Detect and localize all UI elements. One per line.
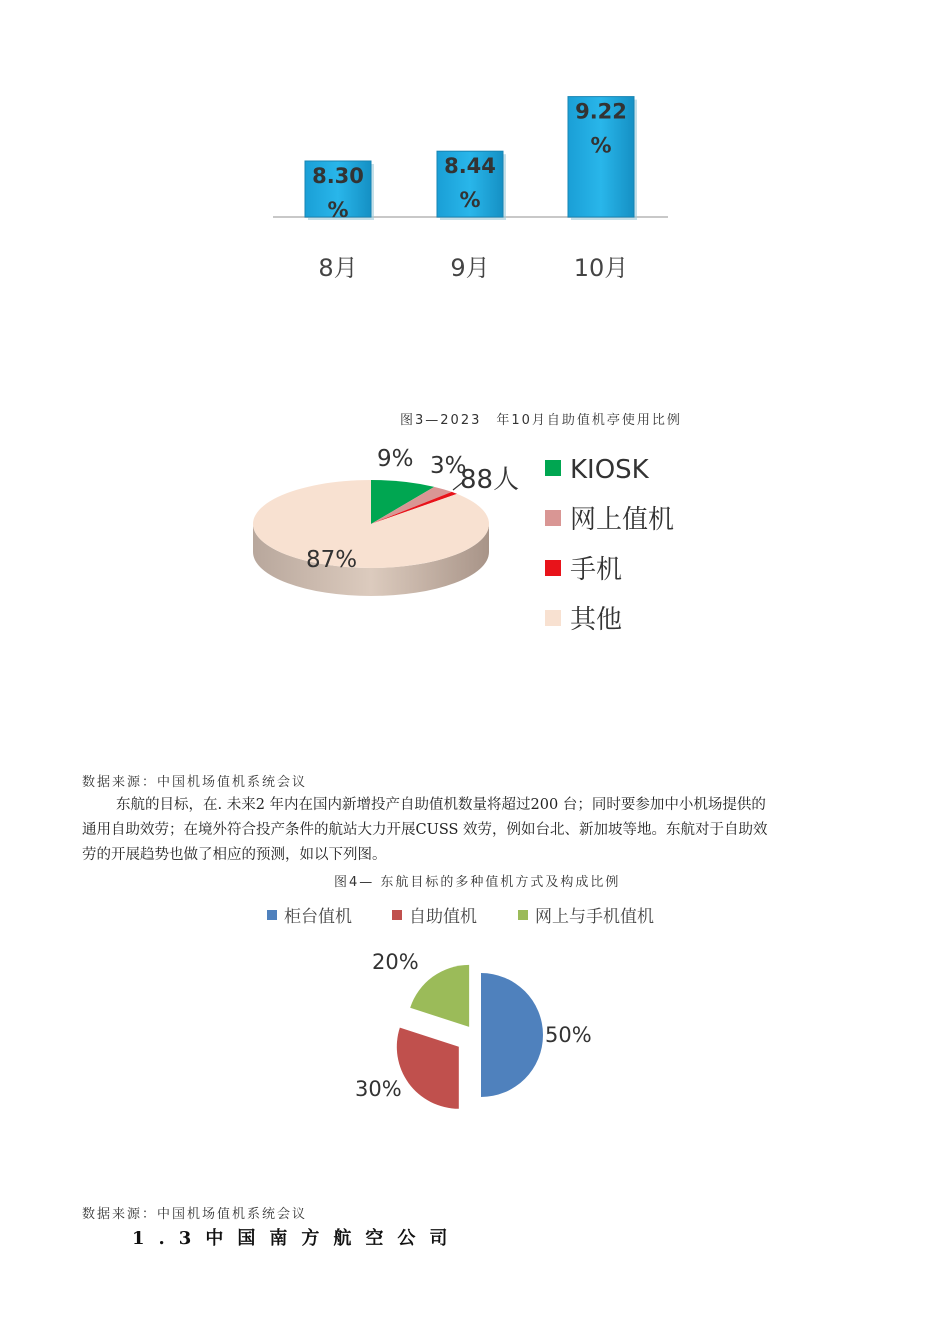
data-source-1: 数据来源：中国机场值机系统会议	[82, 775, 308, 790]
slice-label-online: 3%	[430, 453, 467, 479]
paragraph-line-2: 通用自助效劳；在境外符合投产条件的航站大力开展CUSS 效劳，例如台北、新加坡等地。东航对于自助效	[82, 822, 768, 838]
pie-chart-target-composition	[255, 895, 695, 1125]
legend-swatch	[545, 560, 561, 576]
pie-slice-网上与手机值机	[410, 965, 469, 1027]
body-paragraph	[82, 793, 872, 868]
slice-label-kiosk: 9%	[377, 446, 414, 472]
bar-value-label: 8.44	[444, 154, 496, 179]
legend-swatch	[518, 910, 528, 920]
data-source-2: 数据来源：中国机场值机系统会议	[82, 1207, 308, 1222]
legend-label: KIOSK	[570, 455, 649, 485]
bar-value-percent: %	[459, 188, 481, 213]
slice-label-other: 87%	[306, 547, 358, 573]
legend-label: 其他	[570, 605, 623, 635]
bar-value-label: 8.30	[312, 164, 364, 188]
legend-swatch	[545, 460, 561, 476]
figure4-caption: 图4— 东航目标的多种值机方式及构成比例	[334, 875, 621, 890]
slice-label-mobile: 88人	[460, 465, 520, 495]
slice-label-counter: 50%	[545, 1023, 592, 1047]
paragraph-line-1: 东航的目标，在. 未来2 年内在国内新增投产自助值机数量将超过200 台；同时要参加中小机场提供的	[116, 797, 766, 813]
pie-slice-自助值机	[397, 1028, 459, 1109]
figure3-caption: 图3—2023 年10月自助值机亭使用比例	[400, 413, 682, 428]
legend-swatch	[545, 610, 561, 626]
bar-chart	[260, 80, 690, 300]
legend-label: 柜台值机	[284, 907, 352, 927]
bar-value-label: 9.22	[575, 99, 627, 124]
x-tick-label: 8月	[318, 254, 358, 282]
x-tick-label: 9月	[450, 254, 490, 282]
section-heading: 1.3中国南方航空公司	[132, 1228, 462, 1249]
bar-value-percent: %	[327, 198, 349, 222]
legend-label: 网上值机	[570, 505, 675, 535]
legend-label: 自助值机	[409, 907, 477, 927]
pie-slice-柜台值机	[481, 973, 543, 1097]
legend-swatch	[545, 510, 561, 526]
legend-swatch	[267, 910, 277, 920]
bar-value-percent: %	[590, 133, 612, 158]
legend-label: 手机	[570, 555, 623, 585]
pie-chart-checkin-methods	[240, 432, 710, 662]
legend-swatch	[392, 910, 402, 920]
legend-label: 网上与手机值机	[535, 907, 654, 927]
x-tick-label: 10月	[573, 254, 629, 282]
slice-label-self: 30%	[355, 1077, 402, 1101]
paragraph-line-3: 劳的开展趋势也做了相应的预测，如以下列图。	[82, 847, 387, 863]
slice-label-online-mobile: 20%	[372, 950, 419, 974]
